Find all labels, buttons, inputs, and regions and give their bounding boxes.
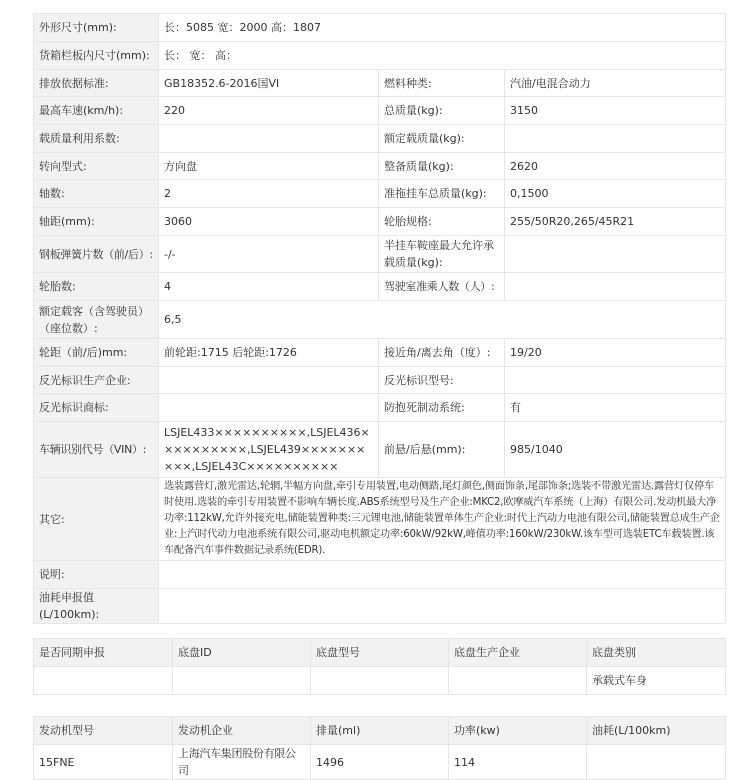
spec-value: GB18352.6-2016国VI <box>159 70 379 97</box>
chassis-header-row <box>34 639 726 667</box>
spec-row-fuel-consumption <box>34 589 726 624</box>
spec-value-2: 2620 <box>505 153 726 180</box>
spec-label-2: 驾驶室准乘人数（人）: <box>379 273 505 301</box>
spec-label-2: 接近角/离去角（度）: <box>379 339 505 367</box>
spec-label: 油耗申报值(L/100km): <box>34 589 159 624</box>
spec-label-2: 前悬/后悬(mm): <box>379 422 505 478</box>
chassis-header-cell: 是否同期申报 <box>34 639 173 667</box>
chassis-data-row <box>34 667 726 695</box>
spec-row-vin <box>34 422 726 478</box>
spec-label: 最高车速(km/h): <box>34 97 159 125</box>
spec-value-2: 汽油/电混合动力 <box>505 70 726 97</box>
spec-value <box>159 561 726 589</box>
spec-value-2: 0,1500 <box>505 180 726 208</box>
spec-row-axles <box>34 180 726 208</box>
spec-value-2: 19/20 <box>505 339 726 367</box>
spec-label: 其它: <box>34 478 159 561</box>
chassis-cell: 承载式车身 <box>587 667 726 695</box>
spec-value: 长： 宽： 高： <box>159 42 726 70</box>
spec-label-2: 整备质量(kg): <box>379 153 505 180</box>
spec-row-steering <box>34 153 726 180</box>
spec-value-2: 有 <box>505 394 726 422</box>
spec-row-reflector-brand <box>34 394 726 422</box>
spec-value <box>159 589 726 624</box>
spec-value: 前轮距:1715 后轮距:1726 <box>159 339 379 367</box>
chassis-header-cell: 底盘生产企业 <box>449 639 587 667</box>
spec-value: 2 <box>159 180 379 208</box>
engine-header-row <box>34 717 726 745</box>
spec-label: 额定载客（含驾驶员）（座位数）: <box>34 301 159 339</box>
spec-value-other: 选装露营灯,激光雷达,轮辋,半幅方向盘,牵引专用装置,电动侧踏,尾灯颜色,侧面饰条,尾部饰条;选装不带激光雷达.露营灯仅停车时使用.选装的牵引专用装置不影响车辆长度.ABS系统型号及生产企业:MKC2,欧摩威汽车系统（上海）有限公司.发动机最大净功率:112kW,允许外接充电,储能装置种类:三元锂电池,储能装置单体生产企业:时代上汽动力电池有限公司,储能装置总成生产企业:上汽时代动力电池系统有限公司,驱动电机额定功率:60kW/92kW,峰值功率:160kW/230kW.该车型可选装ETC车载装置.该车配备汽车事件数据记录系统(EDR). <box>159 478 726 561</box>
chassis-cell <box>311 667 449 695</box>
spec-value-2 <box>505 367 726 394</box>
spec-value: 方向盘 <box>159 153 379 180</box>
engine-cell: 15FNE <box>34 745 173 780</box>
spec-label-2: 准拖挂车总质量(kg): <box>379 180 505 208</box>
chassis-header-cell: 底盘类别 <box>587 639 726 667</box>
engine-header-cell: 发动机型号 <box>34 717 173 745</box>
spec-row-dimensions <box>34 14 726 42</box>
spec-value: 4 <box>159 273 379 301</box>
spec-row-other <box>34 478 726 561</box>
spec-value: -/- <box>159 236 379 273</box>
spec-value-2 <box>505 236 726 273</box>
engine-cell: 上海汽车集团股份有限公司 <box>173 745 311 780</box>
spec-label-2: 半挂车鞍座最大允许承载质量(kg): <box>379 236 505 273</box>
chassis-cell <box>34 667 173 695</box>
spec-value: LSJEL433××××××××××,LSJEL436××××××××××,LSJEL439××××××××××,LSJEL43C×××××××××× <box>159 422 379 478</box>
spec-row-speed <box>34 97 726 125</box>
spec-value: 3060 <box>159 208 379 236</box>
spec-row-wheelbase <box>34 208 726 236</box>
spec-row-track <box>34 339 726 367</box>
spec-value: 220 <box>159 97 379 125</box>
engine-data-row <box>34 745 726 780</box>
spec-label: 载质量利用系数: <box>34 125 159 153</box>
chassis-cell <box>449 667 587 695</box>
spec-label: 轴数: <box>34 180 159 208</box>
spec-value: 6,5 <box>159 301 726 339</box>
spec-row-load-factor <box>34 125 726 153</box>
chassis-header-cell: 底盘型号 <box>311 639 449 667</box>
spec-value <box>159 367 379 394</box>
spec-value-2 <box>505 273 726 301</box>
spec-label-2: 反光标识型号: <box>379 367 505 394</box>
spec-row-notes <box>34 561 726 589</box>
engine-cell <box>587 745 726 780</box>
spec-label: 轴距(mm): <box>34 208 159 236</box>
engine-header-cell: 功率(kw) <box>449 717 587 745</box>
spec-row-reflector-maker <box>34 367 726 394</box>
spec-label: 排放依据标准: <box>34 70 159 97</box>
engine-header-cell: 排量(ml) <box>311 717 449 745</box>
spec-label: 轮胎数: <box>34 273 159 301</box>
engine-cell: 1496 <box>311 745 449 780</box>
spec-row-tires <box>34 273 726 301</box>
engine-table <box>33 716 726 780</box>
spec-label-2: 总质量(kg): <box>379 97 505 125</box>
spec-label-2: 轮胎规格: <box>379 208 505 236</box>
chassis-header-cell: 底盘ID <box>173 639 311 667</box>
spec-row-leaf-springs <box>34 236 726 273</box>
spec-label-2: 防抱死制动系统: <box>379 394 505 422</box>
spec-label-2: 燃料种类: <box>379 70 505 97</box>
spec-value-2: 985/1040 <box>505 422 726 478</box>
spec-value-2: 255/50R20,265/45R21 <box>505 208 726 236</box>
spec-label: 转向型式: <box>34 153 159 180</box>
spec-label-2: 额定载质量(kg): <box>379 125 505 153</box>
spec-label: 钢板弹簧片数（前/后）: <box>34 236 159 273</box>
spec-label: 轮距（前/后)mm: <box>34 339 159 367</box>
chassis-table <box>33 638 726 695</box>
spec-label: 外形尺寸(mm): <box>34 14 159 42</box>
spec-row-passengers <box>34 301 726 339</box>
spec-label: 车辆识别代号（VIN）: <box>34 422 159 478</box>
spec-value <box>159 394 379 422</box>
engine-cell: 114 <box>449 745 587 780</box>
spec-label: 说明: <box>34 561 159 589</box>
spec-label: 反光标识商标: <box>34 394 159 422</box>
spec-label: 反光标识生产企业: <box>34 367 159 394</box>
spec-value <box>159 125 379 153</box>
spec-row-cargo-box <box>34 42 726 70</box>
spec-label: 货箱栏板内尺寸(mm): <box>34 42 159 70</box>
spec-value: 长：5085 宽：2000 高：1807 <box>159 14 726 42</box>
spec-table <box>33 13 726 624</box>
engine-header-cell: 发动机企业 <box>173 717 311 745</box>
chassis-cell <box>173 667 311 695</box>
spec-value-2: 3150 <box>505 97 726 125</box>
spec-value-2 <box>505 125 726 153</box>
engine-header-cell: 油耗(L/100km) <box>587 717 726 745</box>
spec-row-emission <box>34 70 726 97</box>
